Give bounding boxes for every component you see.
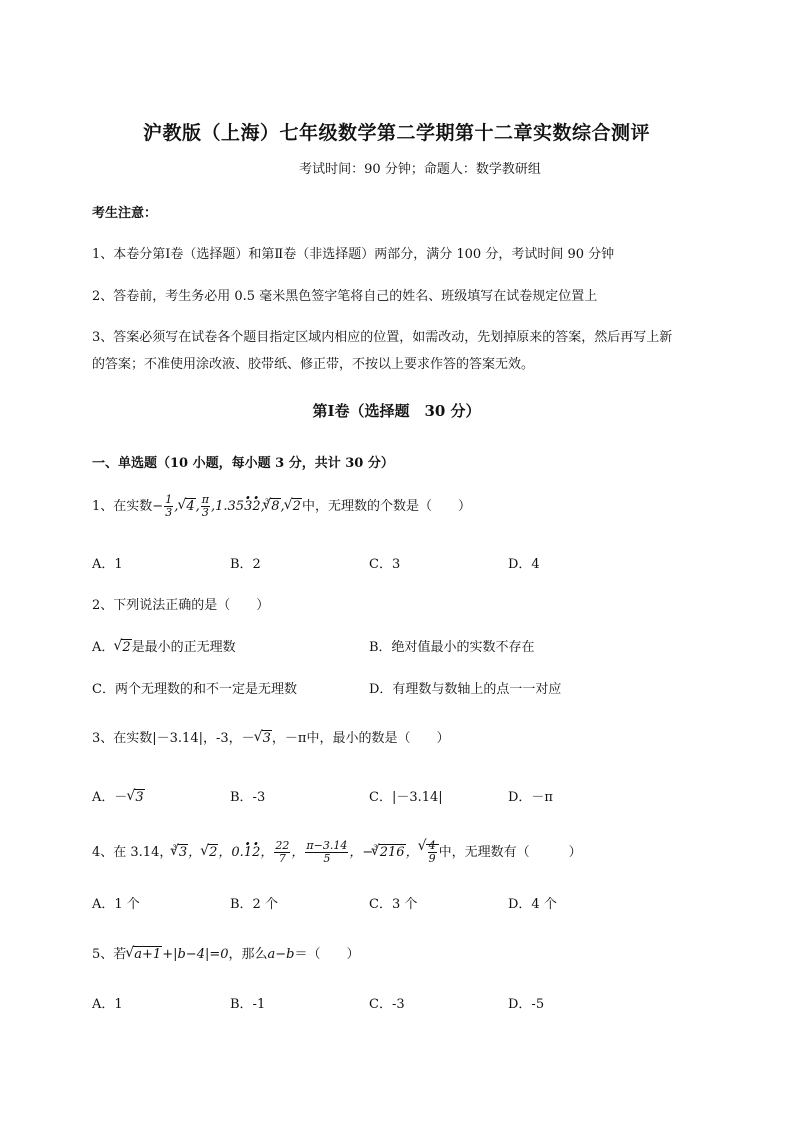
notice-item-3-cont: 的答案；不准使用涂改液、胶带纸、修正带，不按以上要求作答的答案无效。 <box>92 357 535 372</box>
part-title: 一、单选题（10 小题，每小题 3 分，共计 30 分） <box>92 456 394 471</box>
q1-option-a[interactable]: A．1 <box>92 557 123 572</box>
q1-option-b[interactable]: B．2 <box>230 557 261 572</box>
q5-option-d[interactable]: D．-5 <box>508 997 545 1012</box>
question-5-mid: ，那么 <box>228 947 268 962</box>
question-3-prefix: 3、在实数|－3.14|，-3，－ <box>92 731 255 746</box>
q2-option-b[interactable]: B．绝对值最小的实数不存在 <box>369 640 535 655</box>
notice-heading: 考生注意： <box>92 206 158 221</box>
question-5 <box>92 943 360 962</box>
q2-option-d[interactable]: D．有理数与数轴上的点一一对应 <box>369 682 562 697</box>
question-4-math: $^3$√ 3，√ 2，0.1 ·2 ·， $\frac{22}{7}$ ， $\frac{\pi-3.14}{5}$ ，−$^3$√ 216， √ $\frac{4}{9}$ <box>172 845 438 860</box>
q3-option-b[interactable]: B．-3 <box>230 790 266 805</box>
section-title: 第Ⅰ卷（选择题 30 分） <box>312 402 481 420</box>
question-3: 3、在实数|－3.14|，-3，－√ 3，－π中，最小的数是（ ） <box>92 727 449 746</box>
question-5-math: √ a+1+|b−4|=0 <box>126 947 228 962</box>
q5-option-c[interactable]: C．-3 <box>369 997 405 1012</box>
q3-option-d[interactable]: D．－π <box>508 790 553 805</box>
question-5-expr: a−b <box>267 947 295 962</box>
q5-option-a[interactable]: A．1 <box>92 997 123 1012</box>
q3-option-c[interactable]: C．|－3.14| <box>369 790 443 805</box>
question-4-suffix: 中，无理数有（ ） <box>438 845 582 860</box>
q4-option-c[interactable]: C．3 个 <box>369 897 418 912</box>
question-1-prefix: 1、在实数 <box>92 499 153 514</box>
question-4 <box>92 840 582 865</box>
question-4-prefix: 4、在 3.14， <box>92 845 173 860</box>
question-5-suffix: ＝（ ） <box>294 947 360 962</box>
notice-item-2: 2、答卷前，考生务必用 0.5 毫米黑色签字笔将自己的姓名、班级填写在试卷规定位置上 <box>92 289 598 304</box>
notice-item-3: 3、答案必须写在试卷各个题目指定区域内相应的位置，如需改动，先划掉原来的答案，然后再写上新 <box>92 330 673 345</box>
q2-option-a[interactable]: A．√ 2是最小的正无理数 <box>92 636 236 655</box>
question-1 <box>92 494 471 519</box>
question-1-suffix: 中，无理数的个数是（ ） <box>301 499 471 514</box>
q1-option-c[interactable]: C．3 <box>369 557 401 572</box>
q1-option-d[interactable]: D．4 <box>508 557 540 572</box>
page-title: 沪教版（上海）七年级数学第二学期第十二章实数综合测评 <box>142 122 650 144</box>
q4-option-d[interactable]: D．4 个 <box>508 897 557 912</box>
question-2: 2、下列说法正确的是（ ） <box>92 598 270 613</box>
notice-item-1: 1、本卷分第Ⅰ卷（选择题）和第Ⅱ卷（非选择题）两部分，满分 100 分，考试时间 90 分钟 <box>92 247 615 262</box>
exam-subtitle: 考试时间：90 分钟；命题人：数学教研组 <box>299 162 541 177</box>
q2-option-c[interactable]: C．两个无理数的和不一定是无理数 <box>92 682 297 697</box>
question-3-suffix: ，－π中，最小的数是（ ） <box>271 731 450 746</box>
q4-option-a[interactable]: A．1 个 <box>92 897 140 912</box>
q4-option-b[interactable]: B．2 个 <box>230 897 278 912</box>
question-1-math: − $\frac{1}{3}$ ,√ 4, $\frac{\pi}{3}$ ,1.353 ·2 ·,$^3$√ 8,√ 2 <box>152 499 302 514</box>
q3-option-a[interactable]: A．－√ 3 <box>92 786 145 805</box>
q2-option-a-text: 是最小的正无理数 <box>131 640 236 655</box>
q5-option-b[interactable]: B．-1 <box>230 997 266 1012</box>
question-5-prefix: 5、若 <box>92 947 127 962</box>
